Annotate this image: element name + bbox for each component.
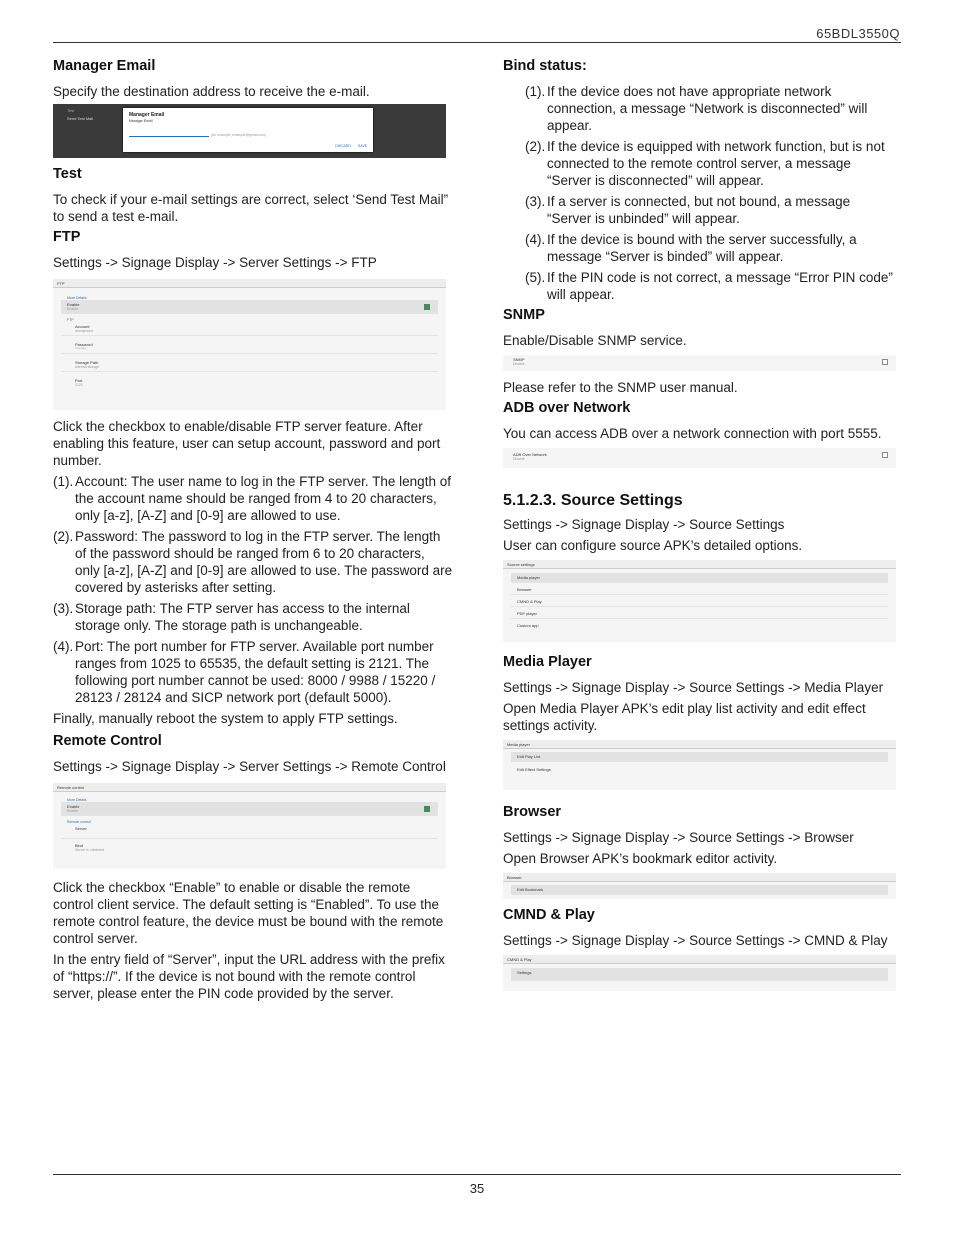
- adb-shot-row: [503, 448, 896, 463]
- dialog-title: Manager Email: [129, 112, 165, 118]
- ftp-shot-port-sub: 2121: [75, 383, 83, 387]
- heading-source-settings: 5.1.2.3. Source Settings: [503, 492, 683, 509]
- list-item: (2). Password: The password to log in the FTP server. The length of the password should be ranged from 6 to 20 characters, only [a-z], [A-Z] and [0-9] are allowed to use. The password are covered by asterisks after setting.: [53, 529, 453, 595]
- ftp-shot-enable: Enable: [67, 302, 80, 307]
- remote-shot-cat-details: More Details: [67, 798, 87, 802]
- media-shot-item: Edit Play List: [511, 752, 888, 762]
- snmp-note: Please refer to the SNMP user manual.: [503, 380, 738, 395]
- snmp-shot-sub: Disable: [513, 362, 525, 366]
- manager-email-dialog: [123, 108, 373, 152]
- snmp-shot-label: SNMP: [513, 357, 525, 362]
- ftp-shot-account-row: [61, 322, 438, 336]
- heading-ftp: FTP: [53, 229, 81, 245]
- media-player-screenshot: [503, 740, 896, 790]
- ftp-shot-password-row: [61, 340, 438, 354]
- remote-control-screenshot: [53, 783, 446, 869]
- dialog-label: Manager Email: [129, 119, 153, 123]
- remote-shot-enable-row: [61, 802, 438, 816]
- shot-side-item: Send Test Mail: [67, 116, 94, 121]
- checkbox-checked-icon: [424, 304, 430, 310]
- manager-email-screenshot: [53, 104, 446, 158]
- list-item: (3). Storage path: The FTP server has access to the internal storage only. The storage path is unchangeable.: [53, 601, 410, 633]
- ftp-shot-account-sub: anonymous: [75, 329, 94, 333]
- source-shot-item: Browser: [511, 585, 888, 595]
- cmnd-path: Settings -> Signage Display -> Source Settings -> CMND & Play: [503, 933, 888, 948]
- ftp-shot-storage-sub: Internal storage: [75, 365, 100, 369]
- right-column: [503, 58, 898, 999]
- checkbox-unchecked-icon: [882, 452, 888, 458]
- list-item: (1). If the device does not have appropriate network connection, a message “Network is disconnected” will appear.: [525, 84, 868, 133]
- list-item: (4). If the device is bound with the server successfully, a message “Server is binded” will appear.: [525, 232, 857, 264]
- source-shot-item: CMND & Play: [511, 597, 888, 607]
- heading-remote-control: Remote Control: [53, 733, 162, 749]
- list-item: (1). Account: The user name to log in the FTP server. The length of the account name should be ranged from 4 to 20 characters, only [a-z], [A-Z] and [0-9] are allowed to use.: [53, 474, 451, 523]
- test-desc: To check if your e-mail settings are correct, select ‘Send Test Mail” to send a test e-mail.: [53, 192, 449, 224]
- header-rule: [53, 42, 901, 43]
- discard-button: DISCARD: [335, 144, 351, 148]
- snmp-desc: Enable/Disable SNMP service.: [503, 333, 687, 348]
- adb-screenshot: [503, 448, 896, 468]
- left-column: [53, 58, 453, 1006]
- save-button: SAVE: [357, 144, 367, 148]
- remote-shot-enable: Enable: [67, 804, 80, 809]
- remote-shot-bar: Remote control: [53, 783, 446, 792]
- cmnd-play-screenshot: [503, 955, 896, 991]
- ftp-shot-password-sub: ********: [75, 347, 86, 351]
- dialog-buttons: [329, 144, 367, 148]
- heading-browser: Browser: [503, 804, 562, 820]
- heading-cmnd-play: CMND & Play: [503, 907, 595, 923]
- browser-shot-bar: Browser: [503, 873, 896, 882]
- list-item: (5). If the PIN code is not correct, a message “Error PIN code” will appear.: [525, 270, 893, 302]
- snmp-shot-row: [503, 355, 896, 368]
- source-desc: User can configure source APK’s detailed options.: [503, 538, 803, 553]
- snmp-screenshot: [503, 355, 896, 371]
- ftp-shot-cat-details: More Details: [67, 296, 87, 300]
- list-item: (4). Port: The port number for FTP server. Available port number ranges from 1025 to 65535, the default setting is 2121. The following port number cannot be used: 8000 / 9988 / 15220 / 28123 / 28124 and SICP network port (default 5000).: [53, 639, 436, 705]
- remote-shot-bind-sub: Server is unbinded: [75, 848, 105, 852]
- document-model-number: 65BDL3550Q: [816, 26, 900, 41]
- remote-shot-enable-sub: Enable: [67, 809, 78, 813]
- remote-shot-bind: Bind: [75, 843, 84, 848]
- browser-shot-item: Edit Bookmark: [511, 885, 888, 895]
- list-item: (3). If a server is connected, but not bound, a message “Server is unbinded” will appear.: [525, 194, 851, 226]
- shot-side-title: Test: [67, 108, 75, 113]
- list-item: (2). If the device is equipped with network function, but is not connected to the remote control server, a message “Server is disconnected” will appear.: [525, 139, 885, 188]
- adb-desc: You can access ADB over a network connection with port 5555.: [503, 426, 882, 441]
- dialog-placeholder: (for example, example@gmail.com): [211, 133, 267, 137]
- browser-path: Settings -> Signage Display -> Source Settings -> Browser: [503, 830, 854, 845]
- heading-snmp: SNMP: [503, 307, 545, 323]
- remote-p1: Click the checkbox “Enable” to enable or disable the remote control client service. The default setting is “Enabled”. To use the remote control feature, the device must be bound with the remote control server.: [53, 880, 444, 946]
- media-desc: Open Media Player APK’s edit play list activity and edit effect settings activity.: [503, 701, 866, 733]
- ftp-path: Settings -> Signage Display -> Server Settings -> FTP: [53, 255, 377, 270]
- source-shot-item: Media player: [511, 573, 888, 583]
- remote-path: Settings -> Signage Display -> Server Settings -> Remote Control: [53, 759, 446, 774]
- cmnd-shot-bar: CMND & Play: [503, 955, 896, 964]
- bind-status-list: [503, 83, 898, 303]
- ftp-intro: Click the checkbox to enable/disable FTP server feature. After enabling this feature, user can setup account, password and port number.: [53, 419, 441, 468]
- ftp-shot-enable-sub: Enable: [67, 307, 78, 311]
- ftp-shot-cat-ftp: FTP: [67, 318, 74, 322]
- adb-shot-sub: Disable: [513, 457, 525, 461]
- manager-email-desc: Specify the destination address to receive the e-mail.: [53, 84, 370, 99]
- ftp-shot-storage-row: [61, 358, 438, 372]
- media-shot-item: Edit Effect Settings: [517, 767, 551, 772]
- source-shot-item: Custom app: [517, 623, 539, 628]
- source-shot-item: PDF player: [511, 609, 888, 619]
- browser-desc: Open Browser APK’s bookmark editor activity.: [503, 851, 778, 866]
- checkbox-checked-icon: [424, 806, 430, 812]
- ftp-items-list: [53, 473, 453, 706]
- source-settings-screenshot: [503, 560, 896, 642]
- remote-shot-bind-row: [61, 841, 438, 854]
- heading-adb: ADB over Network: [503, 400, 631, 416]
- media-path: Settings -> Signage Display -> Source Settings -> Media Player: [503, 680, 884, 695]
- ftp-outro: Finally, manually reboot the system to apply FTP settings.: [53, 711, 398, 726]
- browser-screenshot: [503, 873, 896, 899]
- source-path: Settings -> Signage Display -> Source Settings: [503, 517, 785, 532]
- ftp-shot-enable-row: [61, 300, 438, 314]
- heading-media-player: Media Player: [503, 654, 592, 670]
- remote-shot-server: Server: [75, 826, 87, 831]
- adb-shot-label: ADB Over Network: [513, 452, 547, 457]
- ftp-screenshot: [53, 279, 446, 410]
- ftp-shot-port: Port: [75, 378, 83, 383]
- remote-shot-cat-remote: Remote control: [67, 820, 91, 824]
- page-number: 35: [469, 1181, 485, 1196]
- cmnd-shot-item: Settings: [511, 968, 888, 981]
- heading-test: Test: [53, 166, 82, 182]
- ftp-shot-password: Password: [75, 342, 93, 347]
- source-shot-bar: Source settings: [503, 560, 896, 569]
- remote-p2: In the entry field of “Server”, input the URL address with the prefix of “https://”. If the device is not bound with the remote control server, please enter the PIN code provided by the server.: [53, 952, 445, 1001]
- remote-shot-server-row: [61, 824, 438, 839]
- ftp-shot-storage: Storage Path: [75, 360, 99, 365]
- heading-manager-email: Manager Email: [53, 58, 156, 74]
- ftp-shot-bar: FTP: [53, 279, 446, 288]
- media-shot-bar: Media player: [503, 740, 896, 749]
- heading-bind-status: Bind status:: [503, 58, 587, 74]
- ftp-shot-port-row: [61, 376, 438, 389]
- ftp-shot-account: Account: [75, 324, 90, 329]
- footer-rule: [53, 1174, 901, 1175]
- checkbox-unchecked-icon: [882, 359, 888, 365]
- dialog-input-line: [129, 136, 209, 137]
